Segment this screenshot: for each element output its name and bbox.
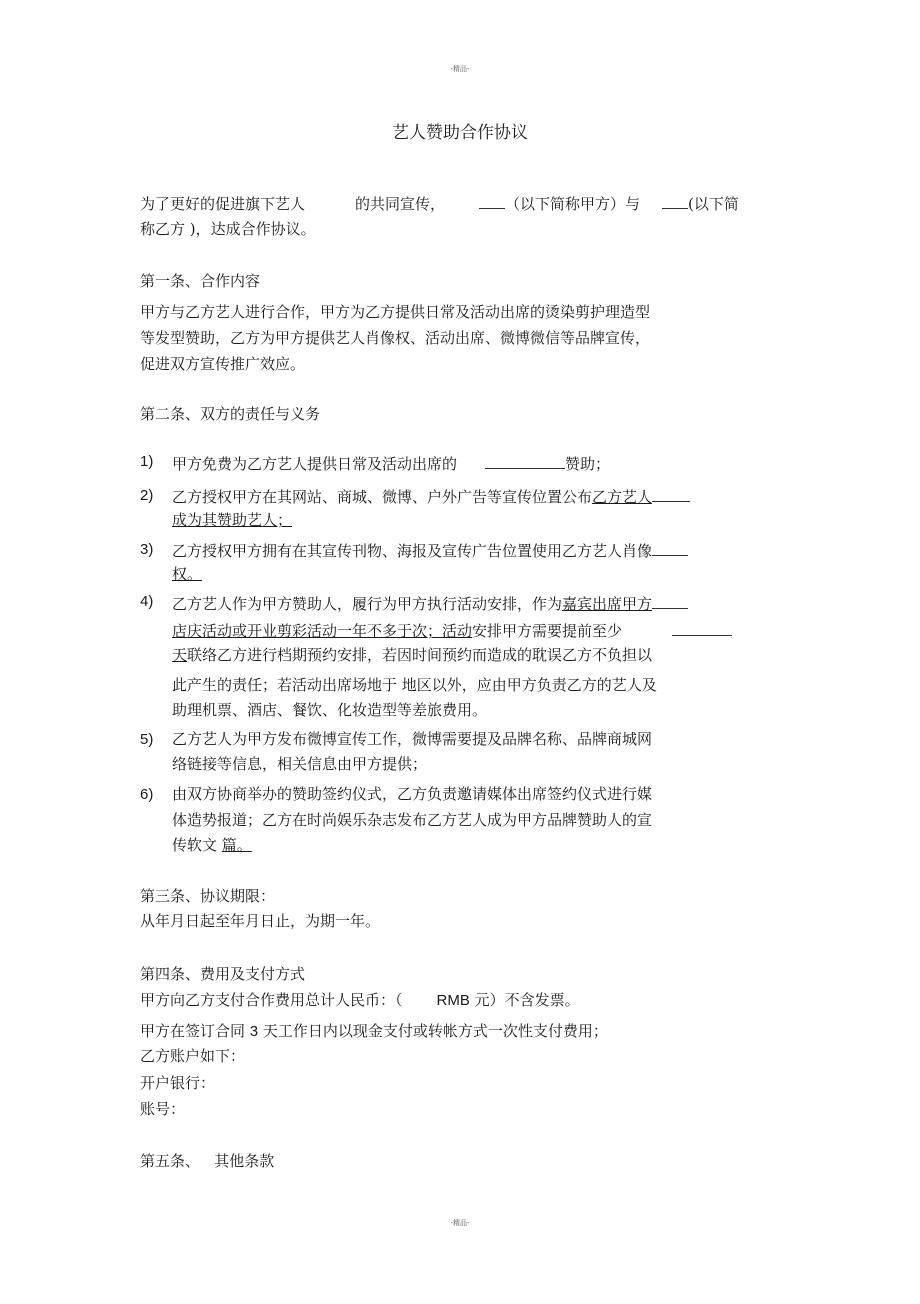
blank-party-a[interactable] (479, 192, 505, 209)
item-4-cont (172, 619, 732, 641)
item-text: 店庆活动或开业剪彩活动一年不多于次；活动 (172, 622, 473, 640)
article-1-heading: 第一条、合作内容 (140, 272, 261, 290)
intro-text: (以下简 (688, 195, 739, 213)
item-text: 乙方艺人作为甲方赞助人，履行为甲方执行活动安排，作为 (172, 595, 563, 613)
fee-line (140, 990, 580, 1011)
document-title: 艺人赞助合作协议 (392, 123, 528, 143)
item-text: 乙方艺人 (592, 488, 653, 506)
item-2 (172, 485, 690, 507)
item-4 (172, 592, 688, 614)
item-4-cont: 助理机票、酒店、餐饮、化妆造型等差旅费用。 (172, 701, 488, 719)
item-6-cont (172, 835, 252, 855)
header-mark: -精品- (450, 65, 470, 73)
item-number: 2) (140, 487, 154, 504)
blank-party-b[interactable] (662, 192, 688, 209)
item-text: 乙方授权甲方在其网站、商城、微博、户外广告等宣传位置公布 (172, 488, 593, 506)
item-5-cont: 络链接等信息，相关信息由甲方提供； (172, 755, 428, 773)
blank-days[interactable] (672, 619, 732, 636)
item-text: 安排甲方需要提前至少 (472, 622, 623, 640)
item-4-cont (172, 645, 652, 665)
item-text: 甲方免费为乙方艺人提供日常及活动出席的 (172, 455, 458, 473)
item-text: 权。 (172, 565, 203, 583)
bank-label: 开户银行： (140, 1074, 216, 1092)
item-1 (172, 452, 610, 474)
payment-days: 3 (249, 1023, 259, 1040)
intro-line-2: 称乙方 )，达成合作协议。 (140, 220, 316, 238)
article-3-heading: 第三条、协议期限： (140, 887, 276, 905)
fee-currency: RMB (436, 992, 470, 1009)
blank-guest[interactable] (652, 592, 688, 609)
footer-mark: -精品- (450, 1219, 470, 1227)
item-2-cont (172, 510, 292, 530)
article-4-heading: 第四条、费用及支付方式 (140, 965, 306, 983)
intro-line-1 (140, 192, 739, 214)
item-5: 乙方艺人为甲方发布微博宣传工作，微博需要提及品牌名称、品牌商城网 (172, 730, 653, 748)
account-label: 乙方账户如下： (140, 1047, 246, 1065)
item-text: 乙方授权甲方拥有在其宣传刊物、海报及宣传广告位置使用乙方艺人肖像 (172, 542, 653, 560)
item-3 (172, 539, 688, 561)
item-text: 赞助； (565, 455, 611, 473)
item-number: 6) (140, 786, 154, 803)
item-number: 5) (140, 731, 154, 748)
item-text: 天 (172, 646, 188, 664)
fee-text: 甲方向乙方支付合作费用总计人民币：（ (140, 991, 403, 1009)
account-number-label: 账号： (140, 1100, 186, 1118)
item-text: 成为其赞助艺人； (172, 511, 293, 529)
item-6: 由双方协商举办的赞助签约仪式，乙方负责邀请媒体出席签约仪式进行媒 (172, 785, 653, 803)
item-text: 联络乙方进行档期预约安排，若因时间预约而造成的耽误乙方不负担以 (187, 646, 653, 664)
blank-portrait[interactable] (652, 539, 688, 556)
intro-text: （以下简称甲方）与 (505, 195, 641, 213)
item-3-cont (172, 564, 202, 584)
intro-text: 的共同宣传， (355, 195, 446, 213)
item-6-cont: 体造势报道；乙方在时尚娱乐杂志发布乙方艺人成为甲方品牌赞助人的宣 (172, 811, 653, 829)
payment-line (140, 1021, 608, 1042)
item-4-cont: 此产生的责任；若活动出席场地于 地区以外，应由甲方负责乙方的艺人及 (172, 676, 657, 694)
intro-text: 为了更好的促进旗下艺人 (140, 195, 306, 213)
item-text: 篇。 (221, 836, 252, 854)
article-1-line: 促进双方宣传推广效应。 (140, 355, 306, 373)
article-3-line: 从年月日起至年月日止，为期一年。 (140, 912, 381, 930)
blank-sponsorship[interactable] (485, 452, 565, 469)
item-text: 嘉宾出席甲方 (562, 595, 653, 613)
fee-text: 元）不含发票。 (469, 991, 580, 1009)
item-number: 1) (140, 453, 154, 470)
item-text: 传软文 (172, 836, 222, 854)
payment-text: 天工作日内以现金支付或转帐方式一次性支付费用； (258, 1022, 608, 1040)
blank-artist[interactable] (652, 485, 690, 502)
article-1-line: 等发型赞助，乙方为甲方提供艺人肖像权、活动出席、微博微信等品牌宣传， (140, 329, 651, 347)
article-1-line: 甲方与乙方艺人进行合作，甲方为乙方提供日常及活动出席的烫染剪护理造型 (140, 303, 651, 321)
item-number: 4) (140, 593, 154, 610)
item-number: 3) (140, 541, 154, 558)
article-2-heading: 第二条、双方的责任与义务 (140, 405, 321, 423)
payment-text: 甲方在签订合同 (140, 1022, 250, 1040)
article-5-heading: 第五条、 其他条款 (140, 1152, 275, 1170)
